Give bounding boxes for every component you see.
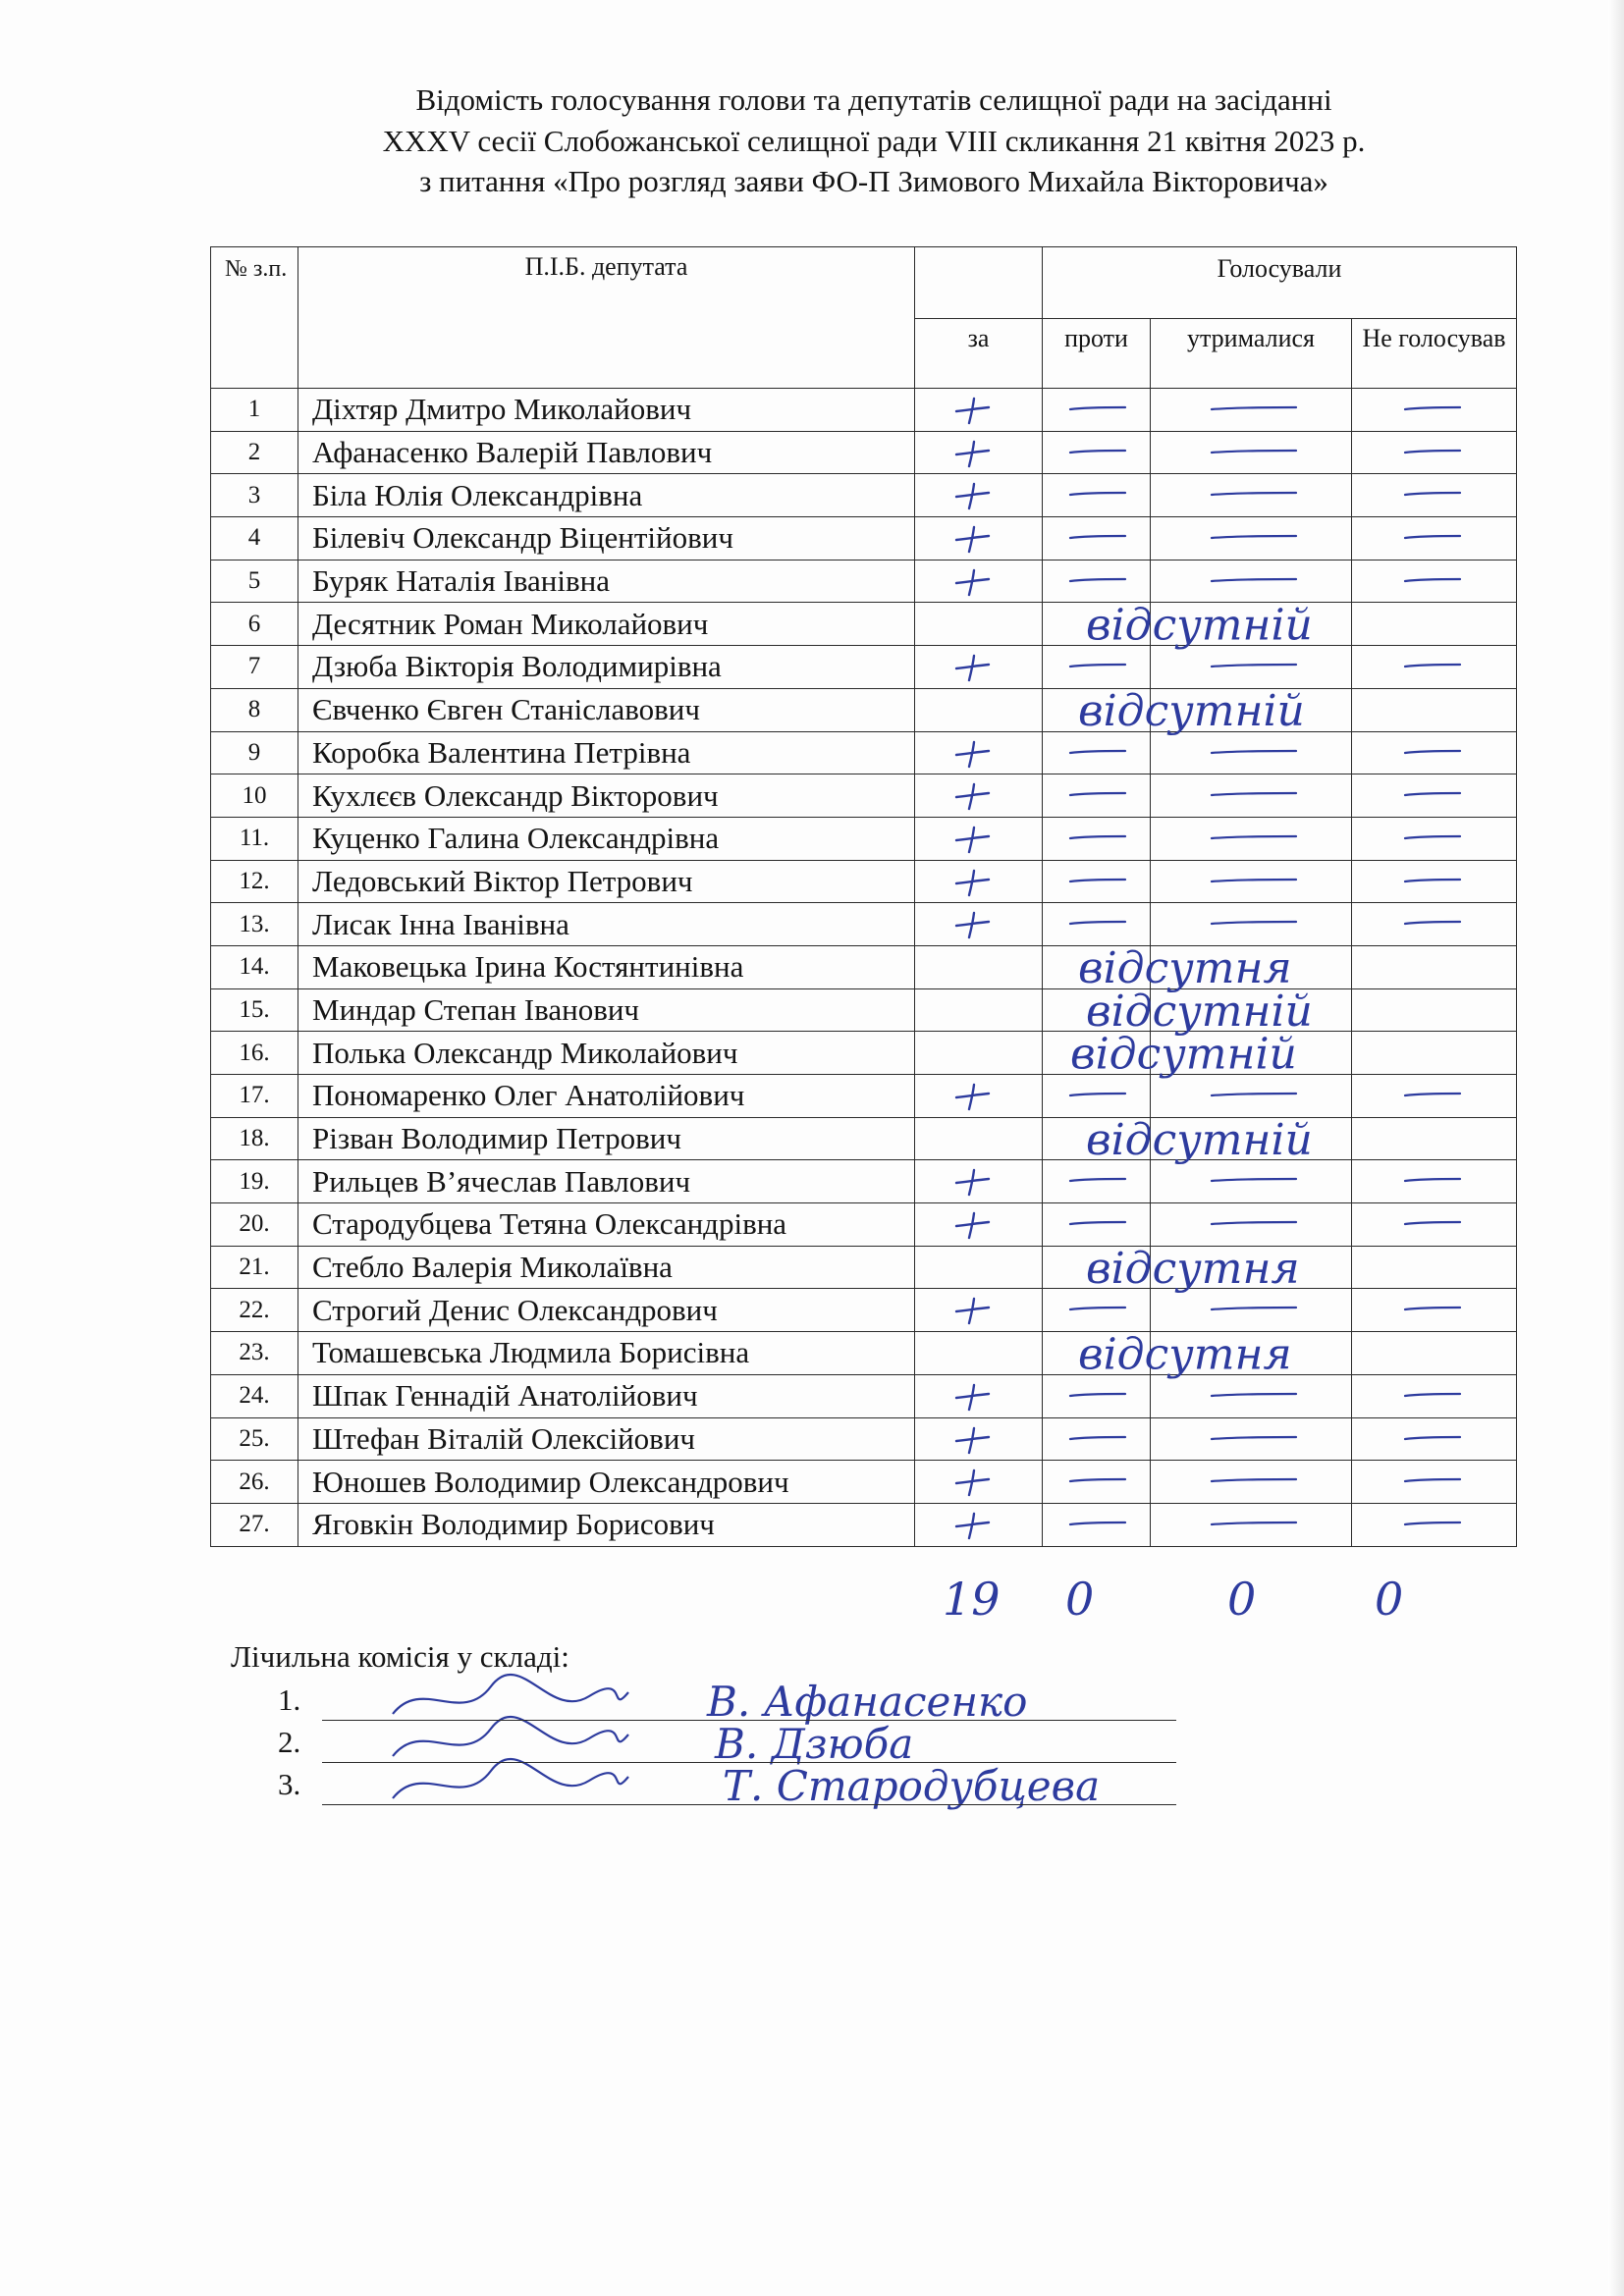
absent-handwritten-note: відсутній — [1086, 600, 1313, 651]
deputy-name: Миндар Степан Іванович — [298, 988, 915, 1032]
row-number: 1 — [211, 389, 298, 432]
commission-line-1 — [322, 1720, 1176, 1721]
deputy-name: Десятник Роман Миколайович — [298, 603, 915, 646]
absent-handwritten-note: відсутня — [1078, 943, 1292, 994]
deputy-name: Ледовський Віктор Петрович — [298, 860, 915, 903]
total-novote: 0 — [1375, 1573, 1404, 1626]
row-number: 11. — [211, 817, 298, 860]
commission-signature — [393, 1759, 628, 1798]
deputy-name: Томашевська Людмила Борисівна — [298, 1332, 915, 1375]
commission-member-name: В. Афанасенко — [707, 1678, 1028, 1726]
commission-signature — [393, 1675, 628, 1714]
commission-member-name: Т. Стародубцева — [723, 1762, 1101, 1810]
row-number: 20. — [211, 1203, 298, 1247]
row-number: 3 — [211, 474, 298, 517]
row-number: 25. — [211, 1417, 298, 1461]
row-number: 2 — [211, 431, 298, 474]
row-number: 14. — [211, 945, 298, 988]
row-number: 4 — [211, 517, 298, 561]
deputy-name: Буряк Наталія Іванівна — [298, 560, 915, 603]
absent-handwritten-note: відсутній — [1086, 986, 1313, 1037]
deputy-name: Стародубцева Тетяна Олександрівна — [298, 1203, 915, 1247]
commission-member-1-number: 1. — [278, 1682, 301, 1717]
row-number: 16. — [211, 1032, 298, 1075]
column-header-number: № з.п. — [211, 247, 298, 389]
document-title-line-1: Відомість голосування голови та депутатів селищної ради на засіданні — [415, 82, 1332, 117]
document-title-line-3: з питання «Про розгляд заяви ФО-П Зимового Михайла Вікторовича» — [419, 164, 1328, 198]
row-number: 24. — [211, 1374, 298, 1417]
row-number: 23. — [211, 1332, 298, 1375]
absent-handwritten-note: відсутній — [1086, 1114, 1313, 1165]
deputy-name: Дзюба Вікторія Володимирівна — [298, 646, 915, 689]
column-header-abstain: утрималися — [1151, 319, 1352, 389]
deputy-name: Діхтяр Дмитро Миколайович — [298, 389, 915, 432]
deputy-name: Полька Олександр Миколайович — [298, 1032, 915, 1075]
row-number: 27. — [211, 1503, 298, 1546]
absent-handwritten-note: відсутня — [1086, 1243, 1300, 1294]
deputy-name: Лисак Інна Іванівна — [298, 903, 915, 946]
commission-member-3-number: 3. — [278, 1767, 301, 1801]
row-number: 6 — [211, 603, 298, 646]
deputy-name: Кухлєєв Олександр Вікторович — [298, 774, 915, 818]
column-header-name: П.І.Б. депутата — [298, 247, 915, 389]
deputy-name: Пономаренко Олег Анатолійович — [298, 1075, 915, 1118]
deputy-name: Шпак Геннадій Анатолійович — [298, 1374, 915, 1417]
absent-handwritten-note: відсутній — [1070, 1029, 1297, 1080]
commission-line-3 — [322, 1804, 1176, 1805]
row-number: 12. — [211, 860, 298, 903]
deputy-name: Куценко Галина Олександрівна — [298, 817, 915, 860]
row-number: 15. — [211, 988, 298, 1032]
row-number: 9 — [211, 731, 298, 774]
absent-handwritten-note: відсутня — [1078, 1329, 1292, 1380]
row-number: 10 — [211, 774, 298, 818]
row-number: 18. — [211, 1117, 298, 1160]
document-title-line-2: XXXV сесії Слобожанської селищної ради VIII скликання 21 квітня 2023 р. — [382, 124, 1366, 158]
commission-member-name: В. Дзюба — [715, 1720, 914, 1768]
deputy-name: Штефан Віталій Олексійович — [298, 1417, 915, 1461]
deputy-name: Рильцев В’ячеслав Павлович — [298, 1160, 915, 1203]
column-header-novote: Не голосував — [1352, 319, 1517, 389]
row-number: 17. — [211, 1075, 298, 1118]
row-number: 26. — [211, 1461, 298, 1504]
total-for: 19 — [943, 1573, 1001, 1626]
deputy-name: Яговкін Володимир Борисович — [298, 1503, 915, 1546]
commission-line-2 — [322, 1762, 1176, 1763]
deputy-name: Різван Володимир Петрович — [298, 1117, 915, 1160]
row-number: 22. — [211, 1289, 298, 1332]
row-number: 7 — [211, 646, 298, 689]
deputy-name: Євченко Євген Станіславович — [298, 688, 915, 731]
row-number: 19. — [211, 1160, 298, 1203]
commission-signature — [393, 1717, 628, 1756]
total-abstain: 0 — [1227, 1573, 1257, 1626]
column-header-for: за — [915, 319, 1043, 389]
column-header-against: проти — [1043, 319, 1151, 389]
deputy-name: Юношев Володимир Олександрович — [298, 1461, 915, 1504]
column-header-voted: Голосували — [1043, 247, 1517, 319]
commission-label: Лічильна комісія у складі: — [231, 1639, 569, 1674]
deputy-name: Маковецька Ірина Костянтинівна — [298, 945, 915, 988]
row-number: 13. — [211, 903, 298, 946]
commission-member-2-number: 2. — [278, 1725, 301, 1759]
row-number: 8 — [211, 688, 298, 731]
deputy-name: Стебло Валерія Миколаївна — [298, 1246, 915, 1289]
deputy-name: Біла Юлія Олександрівна — [298, 474, 915, 517]
row-number: 5 — [211, 560, 298, 603]
deputy-name: Білевіч Олександр Віцентійович — [298, 517, 915, 561]
deputy-name: Коробка Валентина Петрівна — [298, 731, 915, 774]
deputy-name: Афанасенко Валерій Павлович — [298, 431, 915, 474]
row-number: 21. — [211, 1246, 298, 1289]
deputy-name: Строгий Денис Олександрович — [298, 1289, 915, 1332]
total-against: 0 — [1065, 1573, 1095, 1626]
absent-handwritten-note: відсутній — [1078, 686, 1305, 736]
